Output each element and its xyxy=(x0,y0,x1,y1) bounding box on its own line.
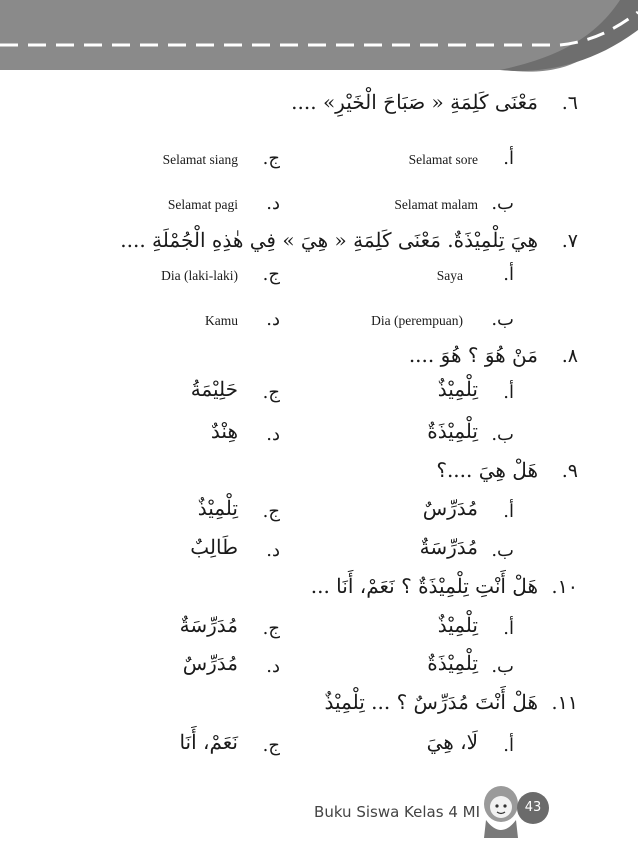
option-d[interactable]: مُدَرِّسٌ xyxy=(182,651,238,675)
option-letter: ج. xyxy=(262,501,280,522)
option-b[interactable]: تِلْمِيْذَةٌ xyxy=(427,651,478,675)
question-number: ٦. xyxy=(561,92,578,114)
question-number: ٨. xyxy=(561,345,578,367)
option-b[interactable]: تِلْمِيْذَةٌ xyxy=(427,419,478,443)
question-text: مَنْ هُوَ ؟ هُوَ .... xyxy=(408,343,538,367)
option-a[interactable]: لَا، هِيَ xyxy=(426,730,478,754)
option-letter: ب. xyxy=(491,424,514,445)
option-letter: ج. xyxy=(262,382,280,403)
question-text: هِيَ تِلْمِيْذَةٌ. مَعْنَى كَلِمَةِ « هِيَ » فِي هٰذِهِ الْجُمْلَةِ .... xyxy=(120,228,538,252)
option-c[interactable]: مُدَرِّسَةٌ xyxy=(179,613,238,637)
option-letter: د. xyxy=(266,540,280,561)
option-letter: ج. xyxy=(262,618,280,639)
question-text: هَلْ أَنْتِ تِلْمِيْذَةٌ ؟ نَعَمْ، أَنَا ... xyxy=(310,574,538,598)
option-c[interactable]: نَعَمْ، أَنَا xyxy=(179,730,238,754)
book-title: Buku Siswa Kelas 4 MI xyxy=(314,803,480,821)
option-letter: د. xyxy=(266,193,280,214)
option-c[interactable]: Dia (laki-laki) xyxy=(161,268,238,283)
option-d[interactable]: طَالِبٌ xyxy=(190,535,238,559)
option-letter: د. xyxy=(266,309,280,330)
option-letter: ب. xyxy=(491,309,514,330)
question-number: ٧. xyxy=(561,230,578,252)
option-a[interactable]: تِلْمِيْذٌ xyxy=(437,613,478,637)
option-b[interactable]: Selamat malam xyxy=(394,197,478,212)
option-letter: د. xyxy=(266,424,280,445)
option-c[interactable]: حَلِيْمَةُ xyxy=(190,377,238,401)
option-a[interactable]: مُدَرِّسٌ xyxy=(422,496,478,520)
option-d[interactable]: هِنْدٌ xyxy=(210,419,238,443)
question-number: ٩. xyxy=(561,460,578,482)
option-letter: أ. xyxy=(503,501,514,522)
question-number: ١١. xyxy=(551,692,578,714)
option-a[interactable]: Selamat sore xyxy=(408,152,478,167)
option-letter: أ. xyxy=(503,735,514,756)
option-c[interactable]: تِلْمِيْذٌ xyxy=(197,496,238,520)
option-a[interactable]: Saya xyxy=(436,268,463,283)
option-letter: ب. xyxy=(491,193,514,214)
option-letter: ب. xyxy=(491,656,514,677)
option-letter: ب. xyxy=(491,540,514,561)
option-c[interactable]: Selamat siang xyxy=(162,152,238,167)
option-letter: أ. xyxy=(503,382,514,403)
question-text: هَلْ هِيَ ....؟ xyxy=(436,458,538,482)
option-letter: أ. xyxy=(503,618,514,639)
option-b[interactable]: Dia (perempuan) xyxy=(371,313,463,328)
page-number-badge: 43 xyxy=(517,792,549,824)
option-letter: د. xyxy=(266,656,280,677)
question-text: هَلْ أَنْتَ مُدَرِّسٌ ؟ ... تِلْمِيْذٌ xyxy=(324,690,538,714)
question-text: مَعْنَى كَلِمَةِ « صَبَاحَ الْخَيْرِ» .... xyxy=(291,90,538,114)
option-letter: أ. xyxy=(503,148,514,169)
option-a[interactable]: تِلْمِيْذٌ xyxy=(437,377,478,401)
option-letter: ج. xyxy=(262,148,280,169)
question-number: ١٠. xyxy=(551,576,578,598)
option-letter: أ. xyxy=(503,264,514,285)
option-d[interactable]: Selamat pagi xyxy=(167,197,238,212)
option-d[interactable]: Kamu xyxy=(205,313,238,328)
option-letter: ج. xyxy=(262,735,280,756)
top-decorative-band xyxy=(0,0,638,85)
option-b[interactable]: مُدَرِّسَةٌ xyxy=(419,535,478,559)
option-letter: ج. xyxy=(262,264,280,285)
